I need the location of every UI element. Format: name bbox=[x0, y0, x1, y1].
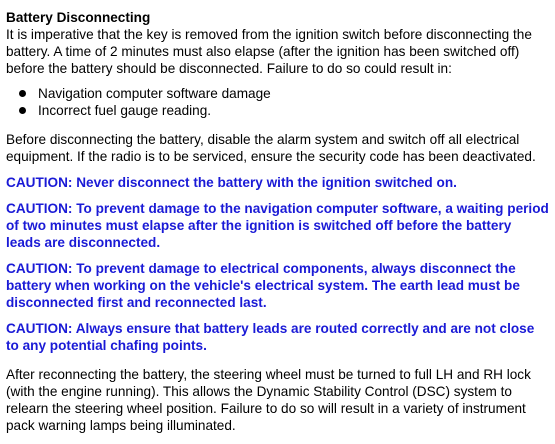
bullet-icon bbox=[19, 90, 26, 97]
list-item-text: Navigation computer software damage bbox=[38, 86, 271, 101]
list-item-text: Incorrect fuel gauge reading. bbox=[38, 103, 212, 118]
bullet-icon bbox=[19, 107, 26, 114]
caution-lead-routing: CAUTION: Always ensure that battery leads are routed correctly and are not close to any potential chafing points. bbox=[6, 321, 535, 353]
list-item bbox=[6, 102, 549, 119]
intro-paragraph: It is imperative that the key is removed from the ignition switch before disconnecting the battery. A time of 2 minutes must also elapse (after the ignition has been switched off) before the battery should be disconnected. Failure to do so could result in: bbox=[6, 27, 532, 76]
caution-electrical-components: CAUTION: To prevent damage to electrical components, always disconnect the battery when working on the vehicle's electrical system. The earth lead must be disconnected first and reconnected last. bbox=[6, 261, 520, 310]
caution-ignition: CAUTION: Never disconnect the battery with the ignition switched on. bbox=[6, 175, 457, 190]
before-disconnect-paragraph: Before disconnecting the battery, disable the alarm system and switch off all electrical equipment. If the radio is to be serviced, ensure the security code has been deactivated. bbox=[6, 132, 536, 164]
list-item bbox=[6, 85, 549, 102]
after-reconnect-paragraph: After reconnecting the battery, the steering wheel must be turned to full LH and RH lock (with the engine running). This allows the Dynamic Stability Control (DSC) system to relearn the steering wheel position. Failure to do so will result in a variety of instrument pack warning lamps being illuminated. bbox=[6, 367, 531, 433]
section-heading: Battery Disconnecting bbox=[6, 10, 151, 25]
caution-navigation-software: CAUTION: To prevent damage to the navigation computer software, a waiting period of two minutes must elapse after the ignition is switched off before the battery leads are disconnected. bbox=[6, 201, 549, 250]
consequence-list bbox=[6, 85, 549, 119]
